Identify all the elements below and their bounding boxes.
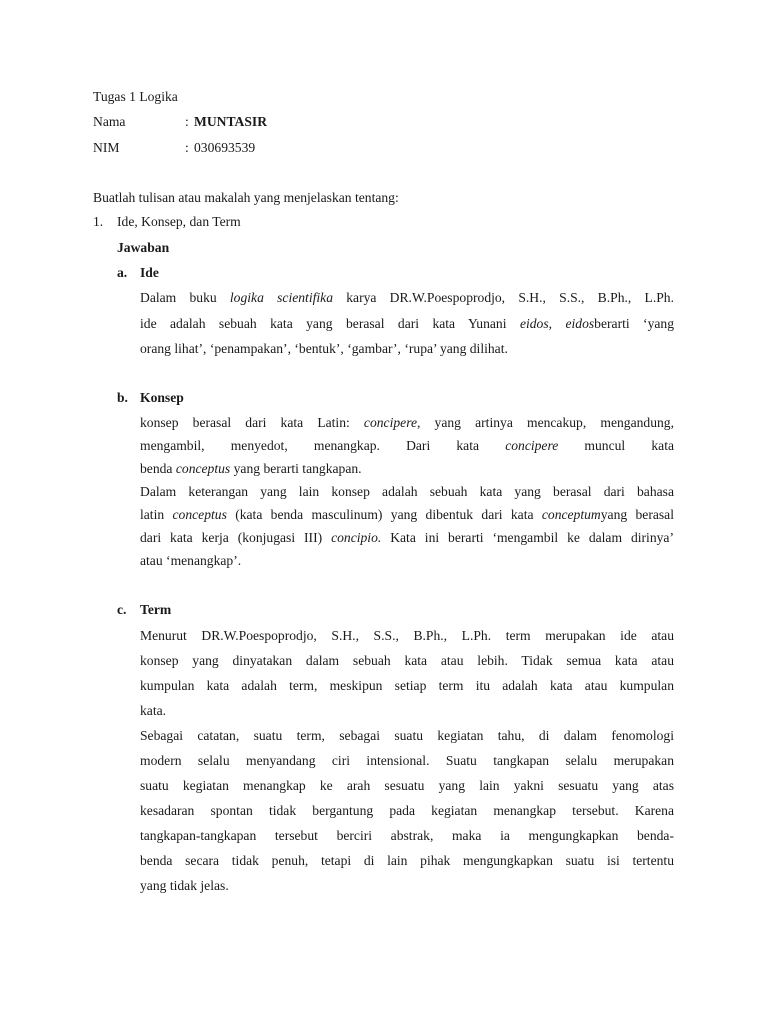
ide-paragraph-line xyxy=(140,289,674,307)
term-paragraph-line: Menurut DR.W.Poespoprodjo, S.H., S.S., B.Ph., L.Ph. term merupakan ide atau xyxy=(140,628,674,643)
ide-paragraph-line xyxy=(140,315,674,333)
konsep-text: konsep berasal dari kata Latin: xyxy=(140,415,364,430)
konsep-text: yang artinya mencakup, mengandung, xyxy=(420,415,675,430)
konsep-paragraph-line xyxy=(140,460,362,478)
term-heading: Term xyxy=(140,602,172,617)
ide-text: karya DR.W.Poespoprodjo, S.H., S.S., B.Ph., L.Ph. xyxy=(333,290,674,305)
term-paragraph-line: tangkapan-tangkapan tersebut berciri abstrak, maka ia mengungkapkan benda- xyxy=(140,828,674,843)
instruction-text: Buatlah tulisan atau makalah yang menjelaskan tentang: xyxy=(93,190,399,205)
konsep-term-italic: conceptum xyxy=(541,507,601,522)
konsep-paragraph-line: atau ‘menangkap’. xyxy=(140,553,242,568)
konsep-text: latin xyxy=(140,507,173,522)
ide-paragraph-line: orang lihat’, ‘penampakan’, ‘bentuk’, ‘gambar’, ‘rupa’ yang dilihat. xyxy=(140,341,508,356)
question-text: Ide, Konsep, dan Term xyxy=(117,214,241,229)
konsep-heading: Konsep xyxy=(140,390,184,405)
konsep-paragraph-line xyxy=(140,529,674,547)
konsep-term-italic: concipere, xyxy=(363,415,421,430)
konsep-term-italic: concipio. xyxy=(331,530,382,545)
konsep-text: (kata benda masculinum) yang dibentuk dari kata xyxy=(226,507,542,522)
konsep-term-italic: conceptus xyxy=(172,507,227,522)
document-title: Tugas 1 Logika xyxy=(93,89,178,104)
konsep-paragraph-line: Dalam keterangan yang lain konsep adalah sebuah kata yang berasal dari bahasa xyxy=(140,484,674,499)
konsep-term-italic: concipere xyxy=(505,438,559,453)
konsep-term-italic: conceptus xyxy=(175,461,231,476)
name-label: Nama xyxy=(93,114,126,129)
konsep-text: muncul kata xyxy=(558,438,675,453)
ide-text: berarti ‘yang xyxy=(594,316,675,331)
ide-text: , xyxy=(548,316,566,331)
ide-text: ide adalah sebuah kata yang berasal dari kata Yunani xyxy=(140,316,520,331)
ide-letter: a. xyxy=(117,265,128,280)
nim-label: NIM xyxy=(93,140,120,155)
answer-heading: Jawaban xyxy=(117,240,170,255)
konsep-text: benda xyxy=(140,461,176,476)
term-paragraph-line: kata. xyxy=(140,703,167,718)
term-paragraph-line: konsep yang dinyatakan dalam sebuah kata atau lebih. Tidak semua kata atau xyxy=(140,653,674,668)
ide-heading: Ide xyxy=(140,265,159,280)
konsep-letter: b. xyxy=(117,390,128,405)
term-paragraph-line: suatu kegiatan menangkap ke arah sesuatu yang lain yakni sesuatu yang atas xyxy=(140,778,674,793)
term-paragraph-line: modern selalu menyandang ciri intensional. Suatu tangkapan selalu merupakan xyxy=(140,753,674,768)
konsep-text: dari kata kerja (konjugasi III) xyxy=(140,530,332,545)
konsep-paragraph-line xyxy=(140,506,674,524)
term-paragraph-line: kesadaran spontan tidak bergantung pada kegiatan menangkap tersebut. Karena xyxy=(140,803,674,818)
term-paragraph-line: kumpulan kata adalah term, meskipun setiap term itu adalah kata atau kumpulan xyxy=(140,678,674,693)
name-value: MUNTASIR xyxy=(194,114,268,129)
name-separator: : xyxy=(185,114,189,129)
term-paragraph-line: benda secara tidak penuh, tetapi di lain pihak mengungkapkan suatu isi tertentu xyxy=(140,853,674,868)
term-letter: c. xyxy=(117,602,127,617)
term-paragraph-line: yang tidak jelas. xyxy=(140,878,229,893)
nim-value: 030693539 xyxy=(194,140,256,155)
konsep-text: yang berasal xyxy=(600,507,674,522)
ide-text: Dalam buku xyxy=(140,290,230,305)
konsep-paragraph-line xyxy=(140,437,674,455)
nim-separator: : xyxy=(185,140,189,155)
konsep-text: Kata ini berarti ‘mengambil ke dalam dirinya’ xyxy=(381,530,674,545)
question-number: 1. xyxy=(93,214,104,229)
konsep-paragraph-line xyxy=(140,414,674,432)
konsep-text: yang berarti tangkapan. xyxy=(230,461,362,476)
ide-term-italic: eidos xyxy=(565,316,595,331)
ide-term-italic: eidos xyxy=(519,316,549,331)
konsep-text: mengambil, menyedot, menangkap. Dari kata xyxy=(140,438,506,453)
term-paragraph-line: Sebagai catatan, suatu term, sebagai suatu kegiatan tahu, di dalam fenomologi xyxy=(140,728,674,743)
ide-term-italic: logika scientifika xyxy=(229,290,333,305)
